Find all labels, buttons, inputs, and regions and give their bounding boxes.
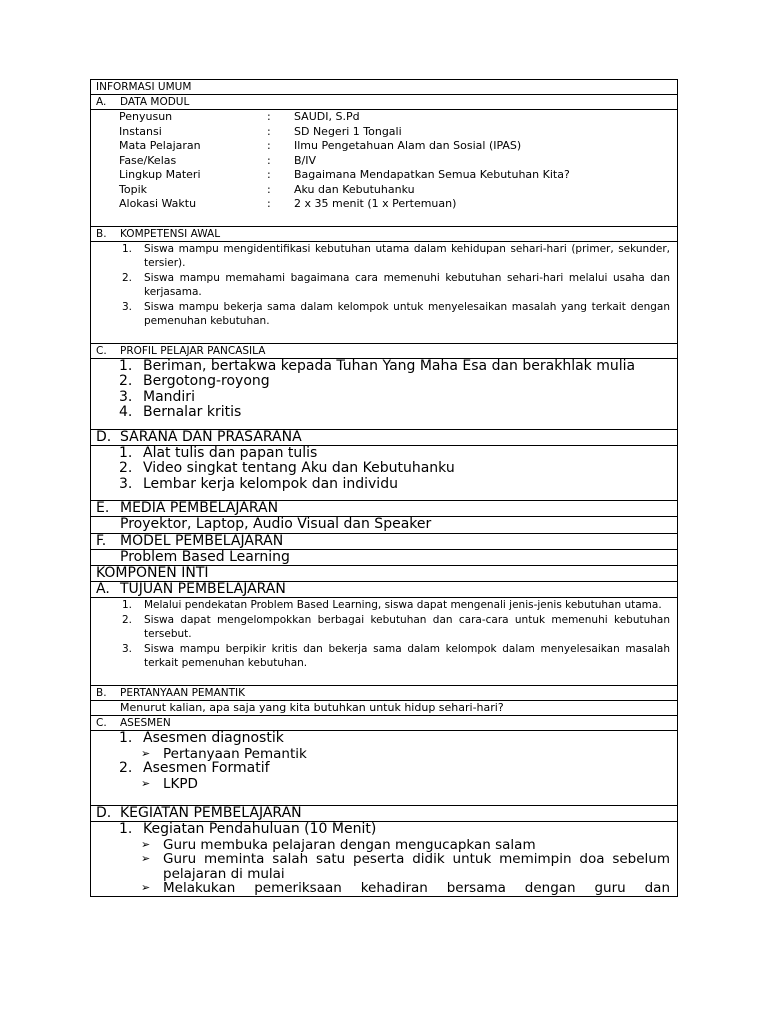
komponen-inti-heading: KOMPONEN INTI [96,565,209,581]
asesmen-header [91,715,677,730]
profil-pelajar-title: PROFIL PELAJAR PANCASILA [120,344,266,357]
asesmen-list [119,731,670,747]
section-letter: C. [96,717,107,729]
kompetensi-list [120,242,670,329]
list-item: 1. Siswa mampu mengidentifikasi kebutuhan utama dalam kehidupan sehari-hari (primer, sekunder, tersier). [122,242,670,269]
pertanyaan-header [91,685,677,700]
arrow-icon: ➢ [141,776,151,790]
section-letter: D. [96,428,112,445]
field-alokasi-waktu: Alokasi Waktu : 2 x 35 menit (1 x Pertemuan) [119,197,457,210]
list-item: 1. Asesmen diagnostik [119,730,284,746]
model-text: Problem Based Learning [120,548,290,565]
sarana-list [119,446,670,493]
pertanyaan-title: PERTANYAAN PEMANTIK [120,686,246,699]
asesmen-title: ASESMEN [120,717,171,729]
sarana-body [91,445,677,501]
tujuan-list [120,598,670,671]
kegiatan-header [91,805,677,821]
kompetensi-awal-title: KOMPETENSI AWAL [120,227,221,240]
list-item: 2. Video singkat tentang Aku dan Kebutuhanku [119,460,455,476]
section-letter: A. [96,581,110,597]
tujuan-header [91,581,677,597]
pertanyaan-body [91,700,677,716]
section-letter: D. [96,805,112,821]
section-letter: A. [96,96,107,108]
komponen-inti-header [91,565,677,581]
tujuan-body [91,597,677,685]
arrow-icon: ➢ [141,746,151,760]
field-fase-kelas: Fase/Kelas : B/IV [119,153,317,167]
list-item: 2. Siswa mampu memahami bagaimana cara memenuhi kebutuhan sehari-hari melalui usaha dan kerjasama. [122,271,670,298]
media-body [91,516,677,533]
module-table [90,79,678,897]
section-informasi-umum [91,80,677,94]
media-text: Proyektor, Laptop, Audio Visual dan Speaker [120,516,432,532]
profil-pelajar-body [91,358,677,429]
tujuan-title: TUJUAN PEMBELAJARAN [120,581,286,597]
sub-item: ➢ Melakukan pemeriksaan kehadiran bersama dengan guru dan [119,881,670,896]
asesmen-list-2 [119,761,670,777]
field-mata-pelajaran: Mata Pelajaran : Ilmu Pengetahuan Alam dan Sosial (IPAS) [119,139,522,152]
list-item: 3. Siswa mampu berpikir kritis dan bekerja sama dalam kelompok dalam menyelesaikan masalah terkait pemenuhan kebutuhan. [122,642,670,669]
list-item: 3. Mandiri [119,388,195,405]
field-instansi: Instansi : SD Negeri 1 Tongali [119,124,402,138]
list-item: 1. Kegiatan Pendahuluan (10 Menit) [119,821,377,837]
list-item: 1. Beriman, bertakwa kepada Tuhan Yang Maha Esa dan berakhlak mulia [119,357,636,374]
data-modul-header [91,94,677,109]
sarana-header [91,429,677,445]
data-modul-title: DATA MODUL [120,96,190,108]
section-letter: B. [96,686,107,699]
field-topik: Topik : Aku dan Kebutuhanku [119,182,415,196]
kompetensi-awal-body [91,241,677,343]
model-body [91,549,677,566]
list-item: 4. Bernalar kritis [119,404,242,420]
sub-item: ➢ Guru membuka pelajaran dengan mengucapkan salam [119,838,670,853]
kegiatan-list [119,822,670,838]
asesmen-body [91,730,677,805]
list-item: 3. Lembar kerja kelompok dan individu [119,475,398,492]
sub-item: ➢ LKPD [119,777,670,792]
section-letter: F. [96,532,107,549]
field-lingkup-materi: Lingkup Materi : Bagaimana Mendapatkan Semua Kebutuhan Kita? [119,168,570,181]
model-header [91,533,677,549]
section-letter: C. [96,344,107,357]
arrow-icon: ➢ [141,852,151,865]
list-item: 3. Siswa mampu bekerja sama dalam kelompok untuk menyelesaikan masalah yang terkait dengan pemenuhan kebutuhan. [122,300,670,327]
media-header [91,500,677,516]
kegiatan-body [91,821,677,896]
section-letter: E. [96,500,110,516]
arrow-icon: ➢ [141,837,151,851]
model-title: MODEL PEMBELAJARAN [120,532,284,549]
sub-item: ➢ Pertanyaan Pemantik [119,747,670,762]
kompetensi-awal-header [91,226,677,241]
section-letter: B. [96,227,107,240]
informasi-umum-heading: INFORMASI UMUM [96,81,192,93]
list-item: 1. Alat tulis dan papan tulis [119,444,318,461]
pertanyaan-text: Menurut kalian, apa saja yang kita butuhkan untuk hidup sehari-hari? [120,700,504,714]
kegiatan-title: KEGIATAN PEMBELAJARAN [120,805,302,821]
field-penyusun: Penyusun : SAUDI, S.Pd [119,110,360,123]
profil-list [119,359,670,421]
arrow-icon: ➢ [141,881,151,894]
list-item: 2. Siswa dapat mengelompokkan berbagai kebutuhan dan cara-cara untuk memenuhi kebutuhan tersebut. [122,613,670,640]
media-title: MEDIA PEMBELAJARAN [120,500,279,516]
profil-pelajar-header [91,343,677,358]
list-item: 2. Asesmen Formatif [119,760,270,776]
sub-item: ➢ Guru meminta salah satu peserta didik untuk memimpin doa sebelum pelajaran di mulai [119,852,670,881]
sarana-title: SARANA DAN PRASARANA [120,428,302,445]
data-modul-body [91,109,677,226]
list-item: 2. Bergotong-royong [119,373,270,389]
list-item: 1. Melalui pendekatan Problem Based Learning, siswa dapat mengenali jenis-jenis kebutuhan utama. [122,599,662,611]
